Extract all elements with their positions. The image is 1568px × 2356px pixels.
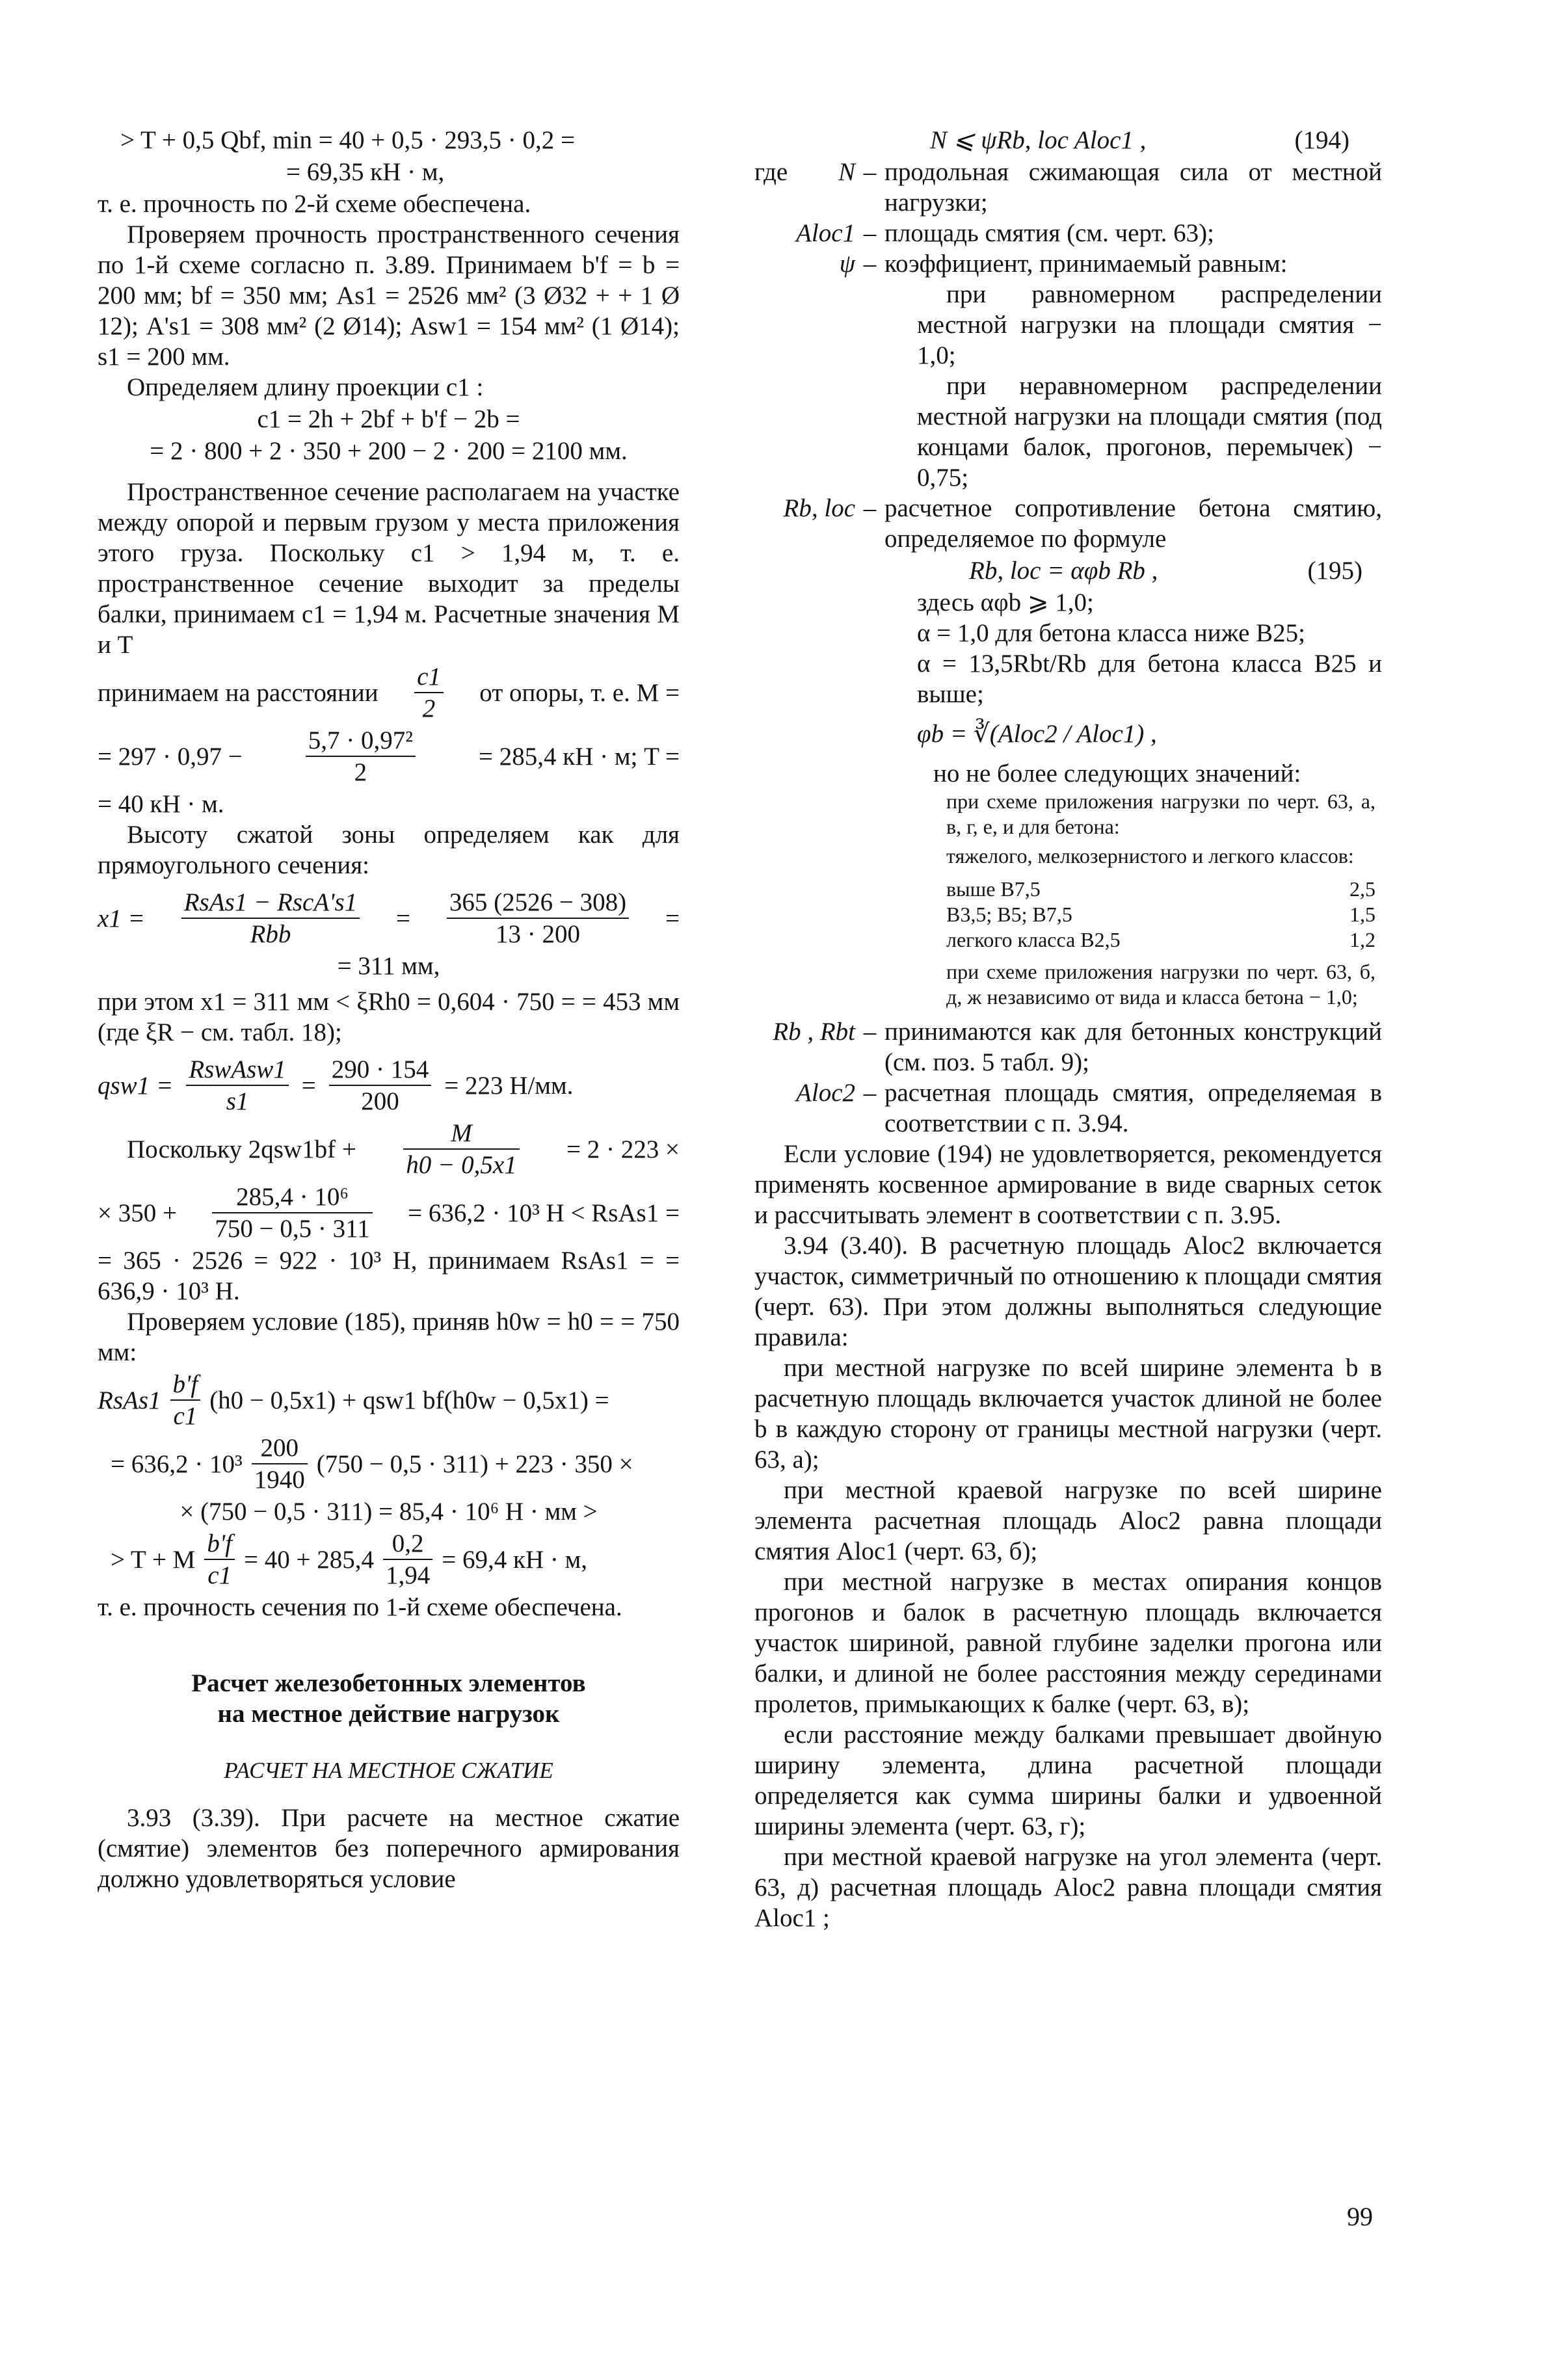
- section-heading: на местное действие нагрузок: [217, 1700, 560, 1728]
- fraction: $\frac{365 (2526 - 308)}{13 \cdot 200}$: [447, 887, 629, 949]
- paragraph: 3.93 (3.39). При расчете на местное сжатие (смятие) элементов без поперечного армирования должно удовлетворяться условие: [98, 1804, 680, 1893]
- definition: Rb , Rbt – принимаются как для бетонных конструкций (см. поз. 5 табл. 9);: [773, 1018, 1382, 1076]
- paragraph: но не более следующих значений:: [933, 760, 1301, 788]
- fraction: RsAs1 − RscA's1 Rbb: [181, 887, 360, 949]
- formula-line: > T + M $\frac{b'f}{c1}$ = 40 + 285,4 $\frac{0,2}{1,94}$ = 69,4 кН · м,: [111, 1529, 588, 1589]
- formula-line: x1 = RsAs1 − RscA's1 Rbb = $\frac{365 (2526 - 308)}{13 \cdot 200}$ =: [98, 888, 680, 948]
- limit-row: В3,5; В5; В7,5 1,5: [946, 903, 1375, 926]
- paragraph: т. е. прочность по 2-й схеме обеспечена.: [98, 190, 531, 218]
- right-column: [754, 124, 1382, 1933]
- formula-line: = 69,35 кН · м,: [286, 158, 445, 186]
- paragraph: = 365 · 2526 = 922 · 10³ Н, принимаем RsAs1 = = 636,9 · 10³ Н.: [98, 1247, 680, 1305]
- limit-row: выше В7,5 2,5: [946, 877, 1375, 901]
- fraction: c1 2: [414, 661, 444, 724]
- paragraph: Высоту сжатой зоны определяем как для прямоугольного сечения:: [98, 821, 680, 879]
- fraction: RswAsw1 s1: [186, 1054, 289, 1117]
- definition: где N – продольная сжимающая сила от местной нагрузки;: [754, 158, 1382, 217]
- page-number: 99: [1347, 2202, 1373, 2231]
- paragraph: Если условие (194) не удовлетворяется, рекомендуется применять косвенное армирование в виде сварных сеток и рассчитывать элемент в соответствии с п. 3.95.: [754, 1140, 1382, 1229]
- paragraph: если расстояние между балками превышает двойную ширину элемента, длина расчетной площади определяется как сумма ширины балки и удвоенной ширины элемента (черт. 63, г);: [754, 1721, 1382, 1840]
- fraction: $\frac{290 \cdot 154}{200}$: [329, 1054, 432, 1117]
- paragraph: α = 13,5Rbt/Rb для бетона класса В25 и выше;: [917, 650, 1382, 708]
- formula-line: = 297 · 0,97 − $\frac{\text{5,7 · 0,97²}}{2}$ = 285,4 кН · м; T =: [98, 726, 680, 786]
- formula-line: c1 = 2h + 2bf + b'f − 2b =: [257, 405, 520, 433]
- definition: Aloc1 – площадь смятия (см. черт. 63);: [796, 219, 1214, 247]
- paragraph: при местной нагрузке по всей ширине элемента b в расчетную площадь включается участок длиной не более b в каждую сторону от границы местной нагрузки (черт. 63, а);: [754, 1354, 1382, 1474]
- paragraph: здесь αφb ⩾ 1,0;: [917, 589, 1094, 616]
- limit-values: [917, 789, 1382, 1010]
- formula-line: принимаем на расстоянии c1 2 от опоры, т. е. M =: [98, 663, 680, 722]
- definition: Rb, loc – расчетное сопротивление бетона смятию, определяемое по формуле: [783, 494, 1382, 553]
- formula-line: > T + 0,5 Qbf, min = 40 + 0,5 · 293,5 · 0,2 =: [120, 126, 575, 154]
- fraction: $\frac{0,2}{1,94}$: [383, 1528, 432, 1591]
- formula-line: = 311 мм,: [337, 952, 440, 980]
- paragraph: при неравномерном распределении местной нагрузки на площади смятия (под концами балок, прогонов, перемычек) − 0,75;: [917, 372, 1382, 492]
- definition: ψ – коэффициент, принимаемый равным:: [839, 250, 1288, 278]
- formula-line: RsAs1 b'f c1 (h0 − 0,5x1) + qsw1 bf(h0w − 0,5x1) =: [98, 1370, 609, 1430]
- paragraph: α = 1,0 для бетона класса ниже В25;: [917, 619, 1305, 647]
- paragraph: Пространственное сечение располагаем на участке между опорой и первым грузом у места приложения этого груза. Поскольку c1 > 1,94 м, т. е. пространственное сечение выходит за пределы балки, принимаем c1 = 1,94 м. Расчетные значения M и T: [98, 478, 680, 659]
- formula-194: N ⩽ ψRb, loc Aloc1 , (194): [930, 126, 1349, 154]
- fraction: $\frac{\text{5,7 · 0,97²}}{2}$: [306, 725, 416, 788]
- formula-line: × 350 + $\frac{\text{285,4 · 10⁶}}{750 - 0,5 \cdot 311}$ = 636,2 · 10³ Н < RsAs1 =: [98, 1183, 680, 1243]
- paragraph: = 40 кН · м.: [98, 790, 224, 818]
- fraction: $\frac{\text{285,4 · 10⁶}}{750 - 0,5 \cdot 311}$: [212, 1182, 372, 1244]
- definition: Aloc2 – расчетная площадь смятия, определяемая в соответствии с п. 3.94.: [796, 1079, 1382, 1137]
- formula-line: Поскольку 2qsw1bf + $\frac{M}{h0 - 0,5x1}$ = 2 · 223 ×: [127, 1119, 680, 1179]
- paragraph: т. е. прочность сечения по 1-й схеме обеспечена.: [98, 1593, 622, 1621]
- paragraph: Проверяем прочность пространственного сечения по 1-й схеме согласно п. 3.89. Принимаем b'f = b = 200 мм; bf = 350 мм; As1 = 2526 мм² (3 Ø32 + + 1 Ø 12); A's1 = 308 мм² (2 Ø14); Asw1 = 154 мм² (1 Ø14); s1 = 200 мм.: [98, 220, 680, 371]
- subsection-heading: РАСЧЕТ НА МЕСТНОЕ СЖАТИЕ: [224, 1758, 553, 1783]
- paragraph: тяжелого, мелкозернистого и легкого классов:: [946, 844, 1354, 867]
- formula-line: qsw1 = RswAsw1 s1 = $\frac{290 \cdot 154}{200}$ = 223 Н/мм.: [98, 1055, 574, 1115]
- left-column: [98, 124, 680, 1894]
- fraction: 200 1940: [252, 1433, 308, 1495]
- paragraph: 3.94 (3.40). В расчетную площадь Aloc2 включается участок, симметричный по отношению к площади смятия (черт. 63). При этом должны выполняться следующие правила:: [754, 1232, 1382, 1351]
- fraction: $\frac{M}{h0 - 0,5x1}$: [403, 1118, 519, 1180]
- definition-details: [754, 587, 1382, 1010]
- paragraph: при этом x1 = 311 мм < ξRh0 = 0,604 · 750 = = 453 мм (где ξR − см. табл. 18);: [98, 988, 680, 1046]
- paragraph: при равномерном распределении местной нагрузки на площади смятия − 1,0;: [917, 280, 1382, 369]
- formula-line: × (750 − 0,5 · 311) = 85,4 · 10⁶ Н · мм >: [179, 1498, 598, 1526]
- formula-line: = 636,2 · 10³ 200 1940 (750 − 0,5 · 311) + 223 · 350 ×: [111, 1434, 633, 1494]
- section-heading: Расчет железобетонных элементов: [191, 1669, 586, 1697]
- fraction: $\frac{b'f}{c1}$: [204, 1528, 235, 1591]
- paragraph: при местной нагрузке в местах опирания концов прогонов и балок в расчетную площадь включается участок шириной, равной глубине заделки прогона или балки, и длиной не более расстояния между серединами пролетов, примыкающих к балке (черт. 63, в);: [754, 1568, 1382, 1718]
- formula-195: Rb, loc = αφb Rb , (195): [969, 557, 1362, 585]
- paragraph: при схеме приложения нагрузки по черт. 63, б, д, ж независимо от вида и класса бетона − 1,0;: [946, 960, 1375, 1009]
- paragraph: при местной краевой нагрузке на угол элемента (черт. 63, д) расчетная площадь Aloc2 равна площади смятия Aloc1 ;: [754, 1843, 1382, 1932]
- fraction: b'f c1: [170, 1369, 201, 1431]
- limit-row: легкого класса В2,5 1,2: [946, 928, 1375, 951]
- paragraph: Определяем длину проекции c1 :: [127, 373, 484, 401]
- formula-line: = 2 · 800 + 2 · 350 + 200 − 2 · 200 = 2100 мм.: [150, 437, 628, 465]
- paragraph: при схеме приложения нагрузки по черт. 63, а, в, г, е, и для бетона:: [946, 789, 1375, 838]
- formula-line: φb = ∛(Aloc2 / Aloc1) ,: [917, 720, 1157, 748]
- definition-details: [754, 279, 1382, 493]
- paragraph: при местной краевой нагрузке по всей ширине элемента расчетная площадь Aloc2 равна площади смятия Aloc1 (черт. 63, б);: [754, 1476, 1382, 1565]
- paragraph: Проверяем условие (185), приняв h0w = h0 = = 750 мм:: [98, 1308, 680, 1366]
